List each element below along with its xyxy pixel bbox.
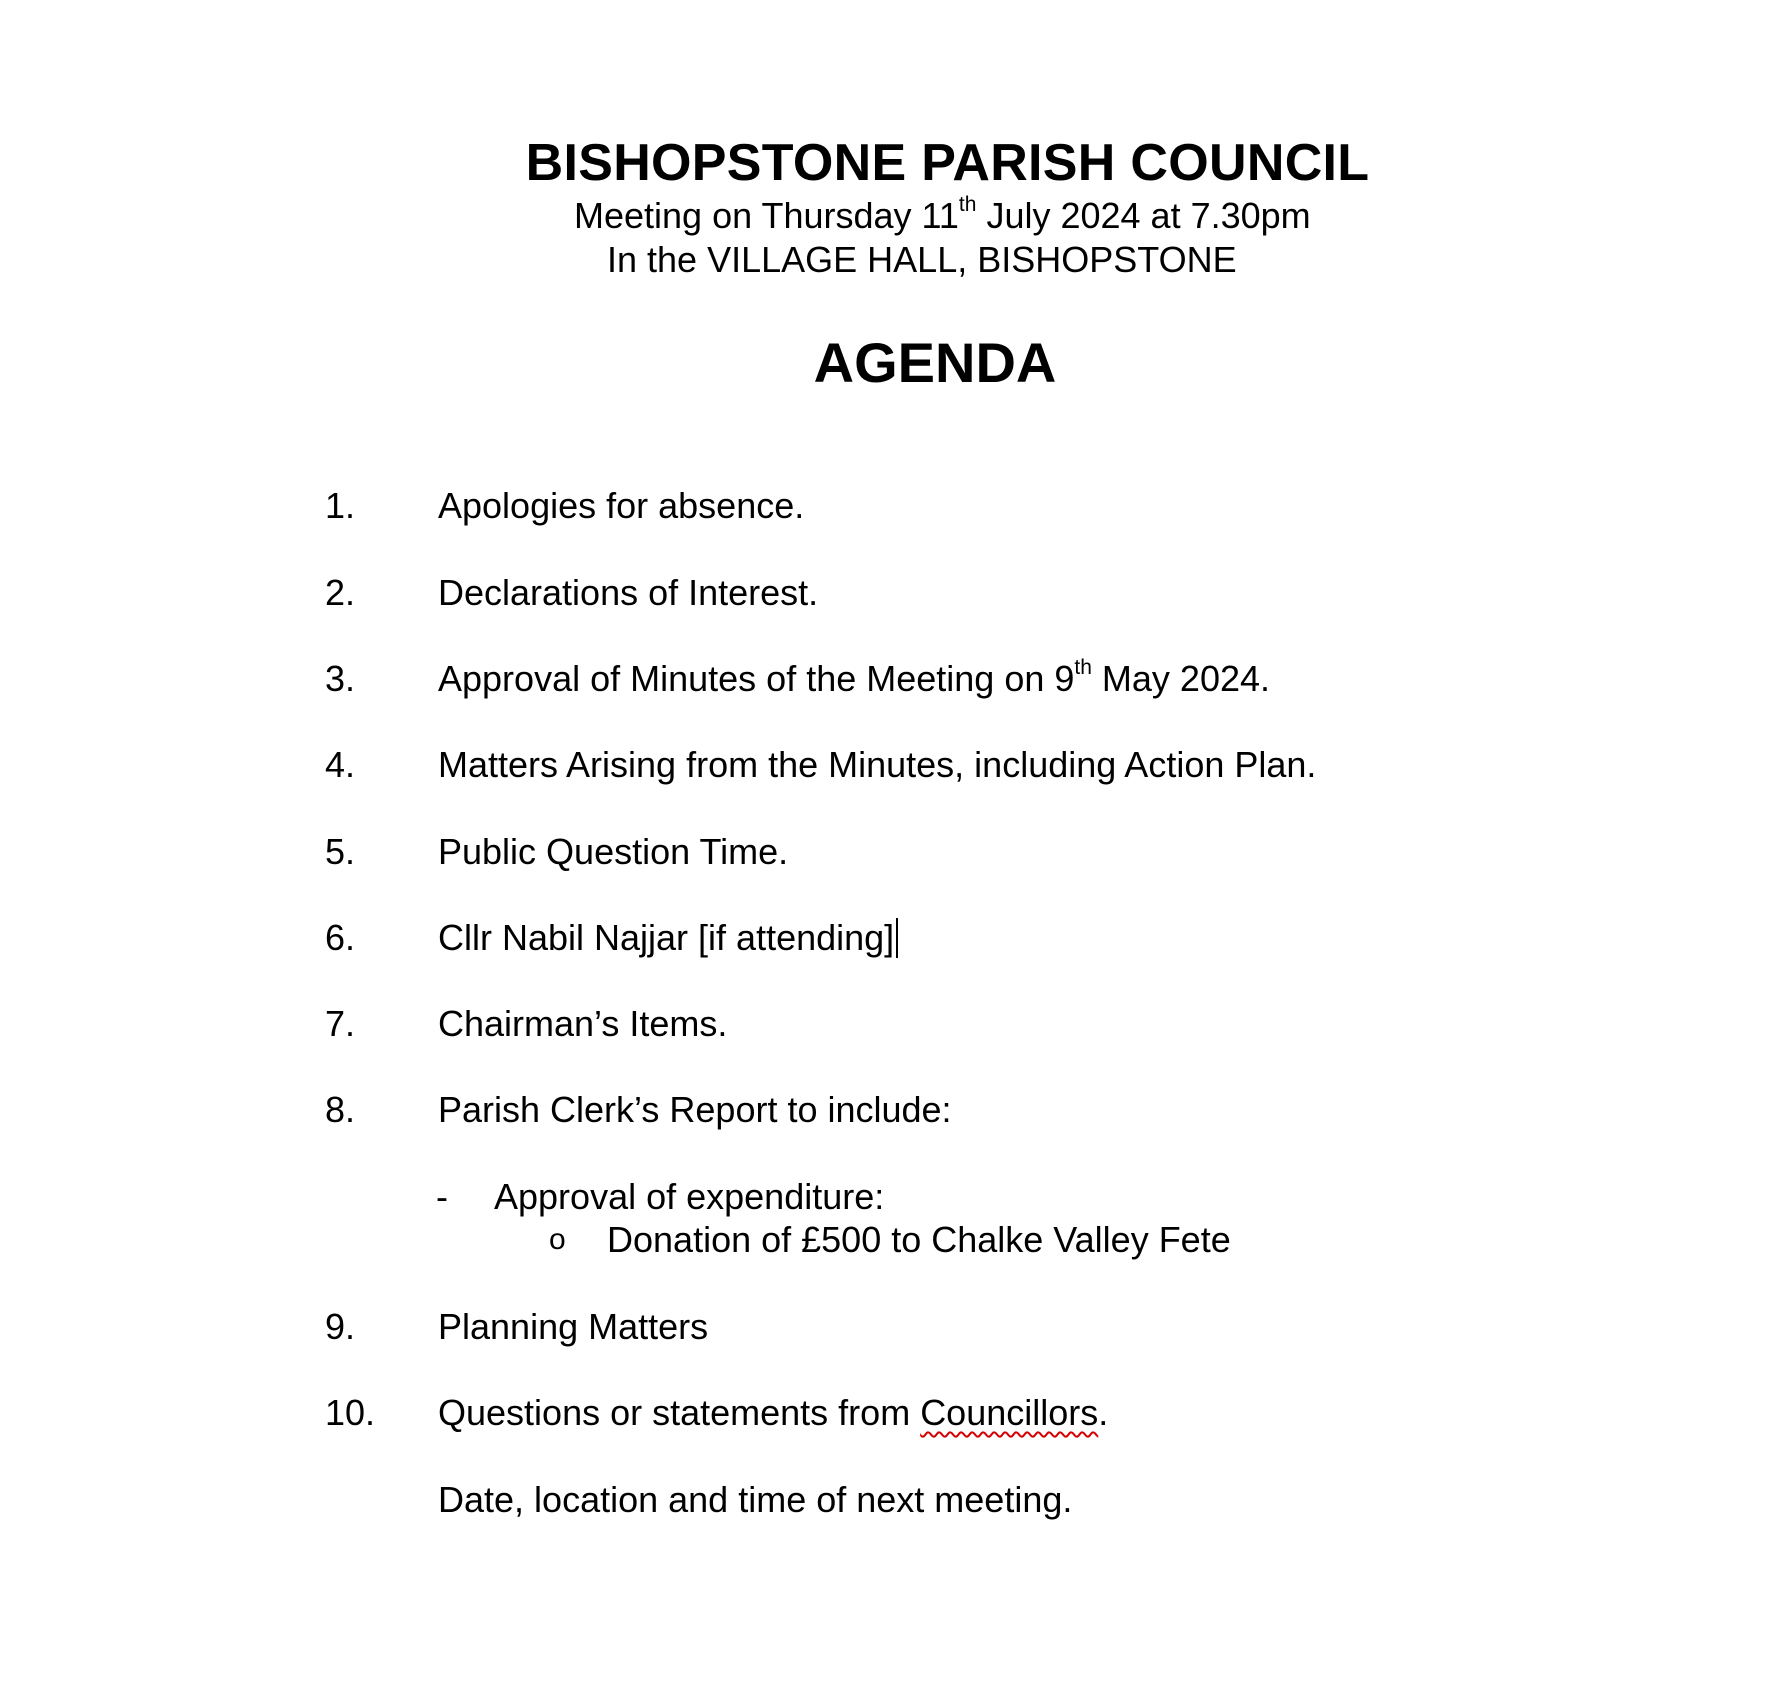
agenda-item-text: Parish Clerk’s Report to include: — [438, 1089, 952, 1130]
meeting-date-ordinal: th — [958, 193, 977, 216]
agenda-item-text-prefix: Approval of Minutes of the Meeting on 9 — [438, 658, 1075, 699]
subitem-text: Approval of expenditure: — [494, 1176, 885, 1217]
text-cursor — [896, 918, 898, 958]
agenda-item-text: Planning Matters — [438, 1306, 709, 1347]
agenda-item-number: 7. — [325, 1003, 356, 1044]
agenda-item-number: 10. — [325, 1392, 376, 1433]
agenda-item-text — [438, 1391, 1108, 1435]
agenda-item-text: Matters Arising from the Minutes, including Action Plan. — [438, 744, 1317, 785]
agenda-item-text: Chairman’s Items. — [438, 1003, 728, 1044]
meeting-date-suffix: July 2024 at 7.30pm — [976, 195, 1311, 236]
spellcheck-flagged-word[interactable]: Councillors — [920, 1392, 1099, 1433]
agenda-item-text-ordinal: th — [1074, 656, 1092, 679]
agenda-item-text: Cllr Nabil Najjar [if attending] — [438, 917, 895, 958]
meeting-date-prefix: Meeting on Thursday 11 — [574, 195, 959, 236]
agenda-item-text-prefix: Questions or statements from — [438, 1392, 921, 1433]
meeting-date-line — [574, 194, 1311, 238]
agenda-item-text — [438, 657, 1270, 701]
council-title: BISHOPSTONE PARISH COUNCIL — [525, 134, 1370, 192]
agenda-item-text: Declarations of Interest. — [438, 572, 819, 613]
meeting-location-line: In the VILLAGE HALL, BISHOPSTONE — [607, 239, 1237, 280]
subitem-text: Donation of £500 to Chalke Valley Fete — [607, 1219, 1231, 1260]
bullet-marker: o — [549, 1223, 566, 1256]
agenda-item-number: 3. — [325, 658, 356, 699]
agenda-item-text: Apologies for absence. — [438, 485, 805, 526]
agenda-item-number: 9. — [325, 1306, 356, 1347]
agenda-item-text-suffix: . — [1098, 1392, 1109, 1433]
agenda-item-number: 2. — [325, 572, 356, 613]
closing-text: Date, location and time of next meeting. — [438, 1479, 1073, 1520]
agenda-item-number: 4. — [325, 744, 356, 785]
agenda-item-number: 5. — [325, 831, 356, 872]
agenda-item-text: Public Question Time. — [438, 831, 789, 872]
agenda-item-text-container[interactable] — [438, 916, 898, 960]
agenda-heading: AGENDA — [813, 331, 1057, 394]
agenda-item-number: 8. — [325, 1089, 356, 1130]
agenda-item-number: 6. — [325, 917, 356, 958]
agenda-item-number: 1. — [325, 485, 356, 526]
agenda-item-text-suffix: May 2024. — [1091, 658, 1271, 699]
dash-marker: - — [436, 1176, 448, 1217]
